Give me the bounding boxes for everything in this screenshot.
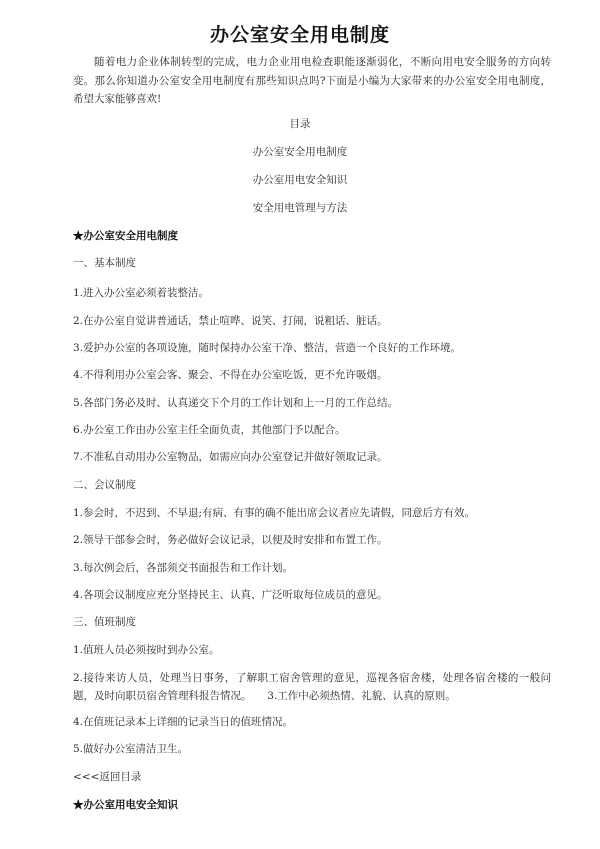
list-item: 4.不得利用办公室会客、聚会、不得在办公室吃饭，更不允许吸烟。 [73, 369, 388, 381]
section-heading-safety-rules: ★办公室安全用电制度 [73, 230, 178, 242]
list-item: 5.做好办公室清洁卫生。 [73, 743, 189, 755]
list-item: 4.各项会议制度应充分坚持民主、认真、广泛听取每位成员的意见。 [73, 589, 388, 601]
list-item: 1.值班人员必须按时到办公室。 [73, 644, 220, 656]
toc-item-management-methods[interactable]: 安全用电管理与方法 [252, 202, 348, 214]
list-item: 2.领导干部参会时，务必做好会议记录，以便及时安排和布置工作。 [73, 534, 388, 546]
list-item: 1.进入办公室必须着装整洁。 [73, 287, 210, 299]
list-item: 7.不准私自动用办公室物品，如需应向办公室登记并做好领取记录。 [73, 451, 388, 463]
list-item: 5.各部门务必及时、认真递交下个月的工作计划和上一月的工作总结。 [73, 397, 399, 409]
page-title: 办公室安全用电制度 [209, 24, 390, 46]
list-item: 2.接待来访人员，处理当日事务，了解职工宿舍管理的意见，巡视各宿舍楼，处理各宿舍楼的一般问题，及时向职员宿舍管理科报告情况。 3.工作中必须热情、礼貌、认真的原则。 [73, 672, 551, 702]
list-item: 6.办公室工作由办公室主任全面负责，其他部门予以配合。 [73, 424, 346, 436]
part-heading-meeting: 二、会议制度 [73, 479, 136, 491]
toc-item-safety-rules[interactable]: 办公室安全用电制度 [252, 146, 348, 158]
list-item: 4.在值班记录本上详细的记录当日的值班情况。 [73, 716, 294, 728]
toc-label: 目录 [289, 118, 311, 130]
list-item: 3.每次例会后，各部须交书面报告和工作计划。 [73, 562, 294, 574]
toc-item-safety-knowledge[interactable]: 办公室用电安全知识 [252, 174, 348, 186]
table-of-contents [0, 113, 600, 225]
part-heading-duty: 三、值班制度 [73, 616, 136, 628]
list-item: 1.参会时，不迟到、不早退;有病、有事的确不能出席会议者应先请假，同意后方有效。 [73, 507, 476, 519]
intro-paragraph: 随着电力企业体制转型的完成，电力企业用电检查职能逐渐弱化，不断向用电安全服务的方向转变。那么你知道办公室安全用电制度有那些知识点吗?下面是小编为大家带来的办公室安全用电制度，希望大家能够喜欢! [73, 56, 551, 105]
back-to-toc-link[interactable]: <<<返回目录 [73, 771, 142, 783]
list-item: 3.爱护办公室的各项设施，随时保持办公室干净、整洁，营造一个良好的工作环境。 [73, 342, 462, 354]
list-item: 2.在办公室自觉讲普通话，禁止喧哗、说笑、打闹，说粗话、脏话。 [73, 315, 388, 327]
section-heading-safety-knowledge: ★办公室用电安全知识 [73, 799, 178, 811]
part-heading-basic: 一、基本制度 [73, 257, 136, 269]
